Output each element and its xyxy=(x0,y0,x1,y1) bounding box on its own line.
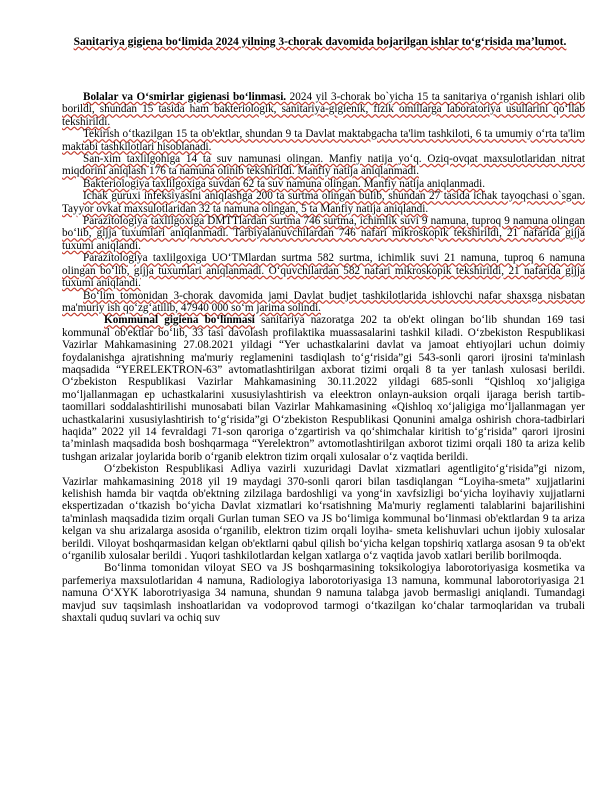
paragraph-text: O‘zbekiston Respublikasi Adliya vazirli xuzuridagi Davlat xizmatlari agentligito‘g‘risida”gi nizom, Vazirlar mahkamasining 2018 yil 19 maydagi 370-sonli qarori bilan tasdiqlangan “Loyiha-smeta” xujjatlarini kelishish hamda bir vaqtda ob'ektning zilzilaga bardoshligi va yong‘in xavfsizligi bo‘yicha loyihaviy xujjatlarni ekspertizadan o‘tkazish bo‘yicha Davlat xizmatlari ko‘rsatishning Ma'muriy reglamenti talablarini bajarilishini ta'minlash maqsadida tizim orqali Gurlan tuman SEO va JS bo‘limiga kommunal bo‘linmasi ob'ektlardan 9 ta ariza kelgan va shu arizalarga asosida o‘rganilib, elektron tizim orqali loyiha- smeta kelishuvlari uchun ijobiy xulosalar berildi. Viloyat boshqarmasidan kelgan ob'ektlarni qabul qilish bo‘yicha kelgan topshiriq xatlarga asosan 9 ta ob'ekt o‘rganilib xulosalar berildi . Yuqori tashkilotlardan kelgan xatlarga o‘z vaqtida javob xatlari berilib borilmoqda. xyxy=(62,463,585,563)
paragraph xyxy=(62,562,585,624)
paragraph xyxy=(62,290,585,315)
paragraph-children-hygiene xyxy=(62,91,585,128)
paragraph-text: Ichak guruxi infeksiyasini aniqlashga 200 ta surtma olingan bulib, shundan 27 tasida ichak tayoqchasi o`sgan. Tayyor ovkat maxsulotlaridan 32 ta namuna olingan, 5 ta Manfiy natija aniqlandi. xyxy=(62,190,585,215)
paragraph-text: Bo‘lim tomonidan 3-chorak davomida jami Davlat budjet tashkilotlarida ishlovchi nafar shaxsga nisbatan ma'muriy ish qo‘zg‘atilib, 47940 000 so‘m jarima solindi. xyxy=(62,289,585,314)
paragraph-text: Bakteriologiya taxlilgoxiga suvdan 62 ta suv namuna olingan. Manfiy natija aniqlanmadi. xyxy=(83,177,486,190)
paragraph-text: sanitariya nazoratga 202 ta ob'ekt olingan bo‘lib shundan 169 tasi kommunal ob'ektlar bo‘lib, 33 tasi davolash profilaktika muassasalarini tashkil kiladi. O‘zbekiston Respublikasi Vazirlar Mahkamasining 27.08.2021 yildagi “Yer uchastkalarini davlat va jamoat ehtiyojlari uchun doimiy foydalanishga ajratishning ma'muriy reglamenini tasdiqlash to‘g‘risida”gi 543-sonli qarori ijrosini ta'minlash maqsadida “YERELEKTRON-63” avtomatlashtirilgan axborat tizimi orqali 8 ta yer tanlash xulosasi berildi. O‘zbekiston Respublikasi Vazirlar Mahkamasining 30.11.2022 yildagi 685-sonli “Qishloq xo‘jaligiga mo‘ljallanmagan ep uchastkalarini xususiylashtirish va eleektron onlayn-auksion orqali ijaraga berish tartib-taomillari soddalashtirilishi munosabati bilan Vazirlar Mahkamasining «Qishloq xo‘jaligiga mo‘ljallanmagan yer uchastkalarini xususiylashtirish to‘g‘risida”gi O‘zbekiston Respublikasi Qonunini amalga oshirish chora-tadbirlari haqida” 2022 yil 14 fevraldagi 71-son qaroriga o‘zgartirish va qo‘shimchalar kiritish to‘g‘risida” qarori ijrosini ta’minlash maqsadida bosh boshqarmaga “Yerelektron” avtomotlashtirilgan axborot tizimi orqali 180 ta ariza kelib tushgan arizalar joylarida borib o‘rganib elektron tizim orqali xulosalar o‘z vaqtida berildi. xyxy=(62,314,585,463)
paragraph-text: Bo‘linma tomonidan viloyat SEO va JS boshqarmasining toksikologiya laborotoriyasiga kosmetika va parfemeriya maxsulotlaridan 4 namuna, Radiologiya laborotoriyasiga 13 namuna, kommunal laborotoriyasiga 21 namuna O‘XYK laborotriyasiga 34 namuna, shundan 9 namuna talabga javob bermasligi aniqlandi. Tumandagi mavjud suv taqsimlash inshoatlaridan va vodoprovod tarmogi o‘tkazilgan ko‘chalar tarmoqlaridan va trubali shaxtali quduq suvlari va ochiq suv xyxy=(62,562,585,625)
paragraph xyxy=(62,128,585,153)
paragraph xyxy=(62,153,585,178)
paragraph xyxy=(62,190,585,215)
paragraph xyxy=(62,215,585,252)
paragraph-text: Tekirish o‘tkazilgan 15 ta ob'ektlar, shundan 9 ta Davlat maktabgacha ta'lim tashkiloti, 6 ta umumiy o‘rta ta'lim maktabi tashkilotlari hisoblanadi. xyxy=(62,128,585,153)
paragraph xyxy=(62,178,585,190)
paragraph xyxy=(62,252,585,289)
document-title: Sanitariya gigiena bo‘limida 2024 yilning 3-chorak davomida bojarilgan ishlar to‘g‘risida ma’lumot. xyxy=(73,36,567,48)
paragraph-text: 2024 yil 3-chorak bo`yicha 15 ta sanitariya o‘rganish ishlari olib borildi, shundan 15 tasida ham bakteriologik, sanitariya-gigienik, fizik omillarga laboratoriya usullarini qo‘llab tekshirildi. xyxy=(62,91,585,128)
paragraph-text: Parazitologiya taxlilgoxiga DMTTlardan surtma 746 surtma, ichimlik suvi 9 namuna, tuproq 9 namuna olingan bo‘lib, gijja tuxumlari aniqlanmadi. Tarbiyalanuvchilardan 746 nafari mikroskopik tekshirildi, 21 nafarida gijja tuxumi aniqlandi. xyxy=(62,215,585,252)
paragraph-communal-hygiene xyxy=(62,314,585,463)
section-heading: Kommunal gigiena bo‘linmasi xyxy=(104,314,255,327)
paragraph xyxy=(62,463,585,562)
document-body xyxy=(62,91,585,624)
paragraph-text: San-xim taxlilgohiga 14 ta suv namunasi olingan. Manfiy natija yo‘q. Oziq-ovqat maxsulotlaridan nitrat miqdorini aniqlash 176 ta namuna olinib tekshirildi. Manfiy natija aniqlanmadi. xyxy=(62,153,585,178)
section-heading: Bolalar va O‘smirlar gigienasi bo‘linmasi. xyxy=(83,91,287,103)
paragraph-text: Parazitologiya taxlilgoxiga UO‘TMlardan surtma 582 surtma, ichimlik suvi 21 namuna, tuproq 6 namuna olingan bo‘lib, gijja tuxumlari aniqlanmadi. O‘quvchilardan 582 nafari mikroskopik tekshirildi, 21 nafarida gijja tuxumi aniqlandi. xyxy=(62,252,585,290)
